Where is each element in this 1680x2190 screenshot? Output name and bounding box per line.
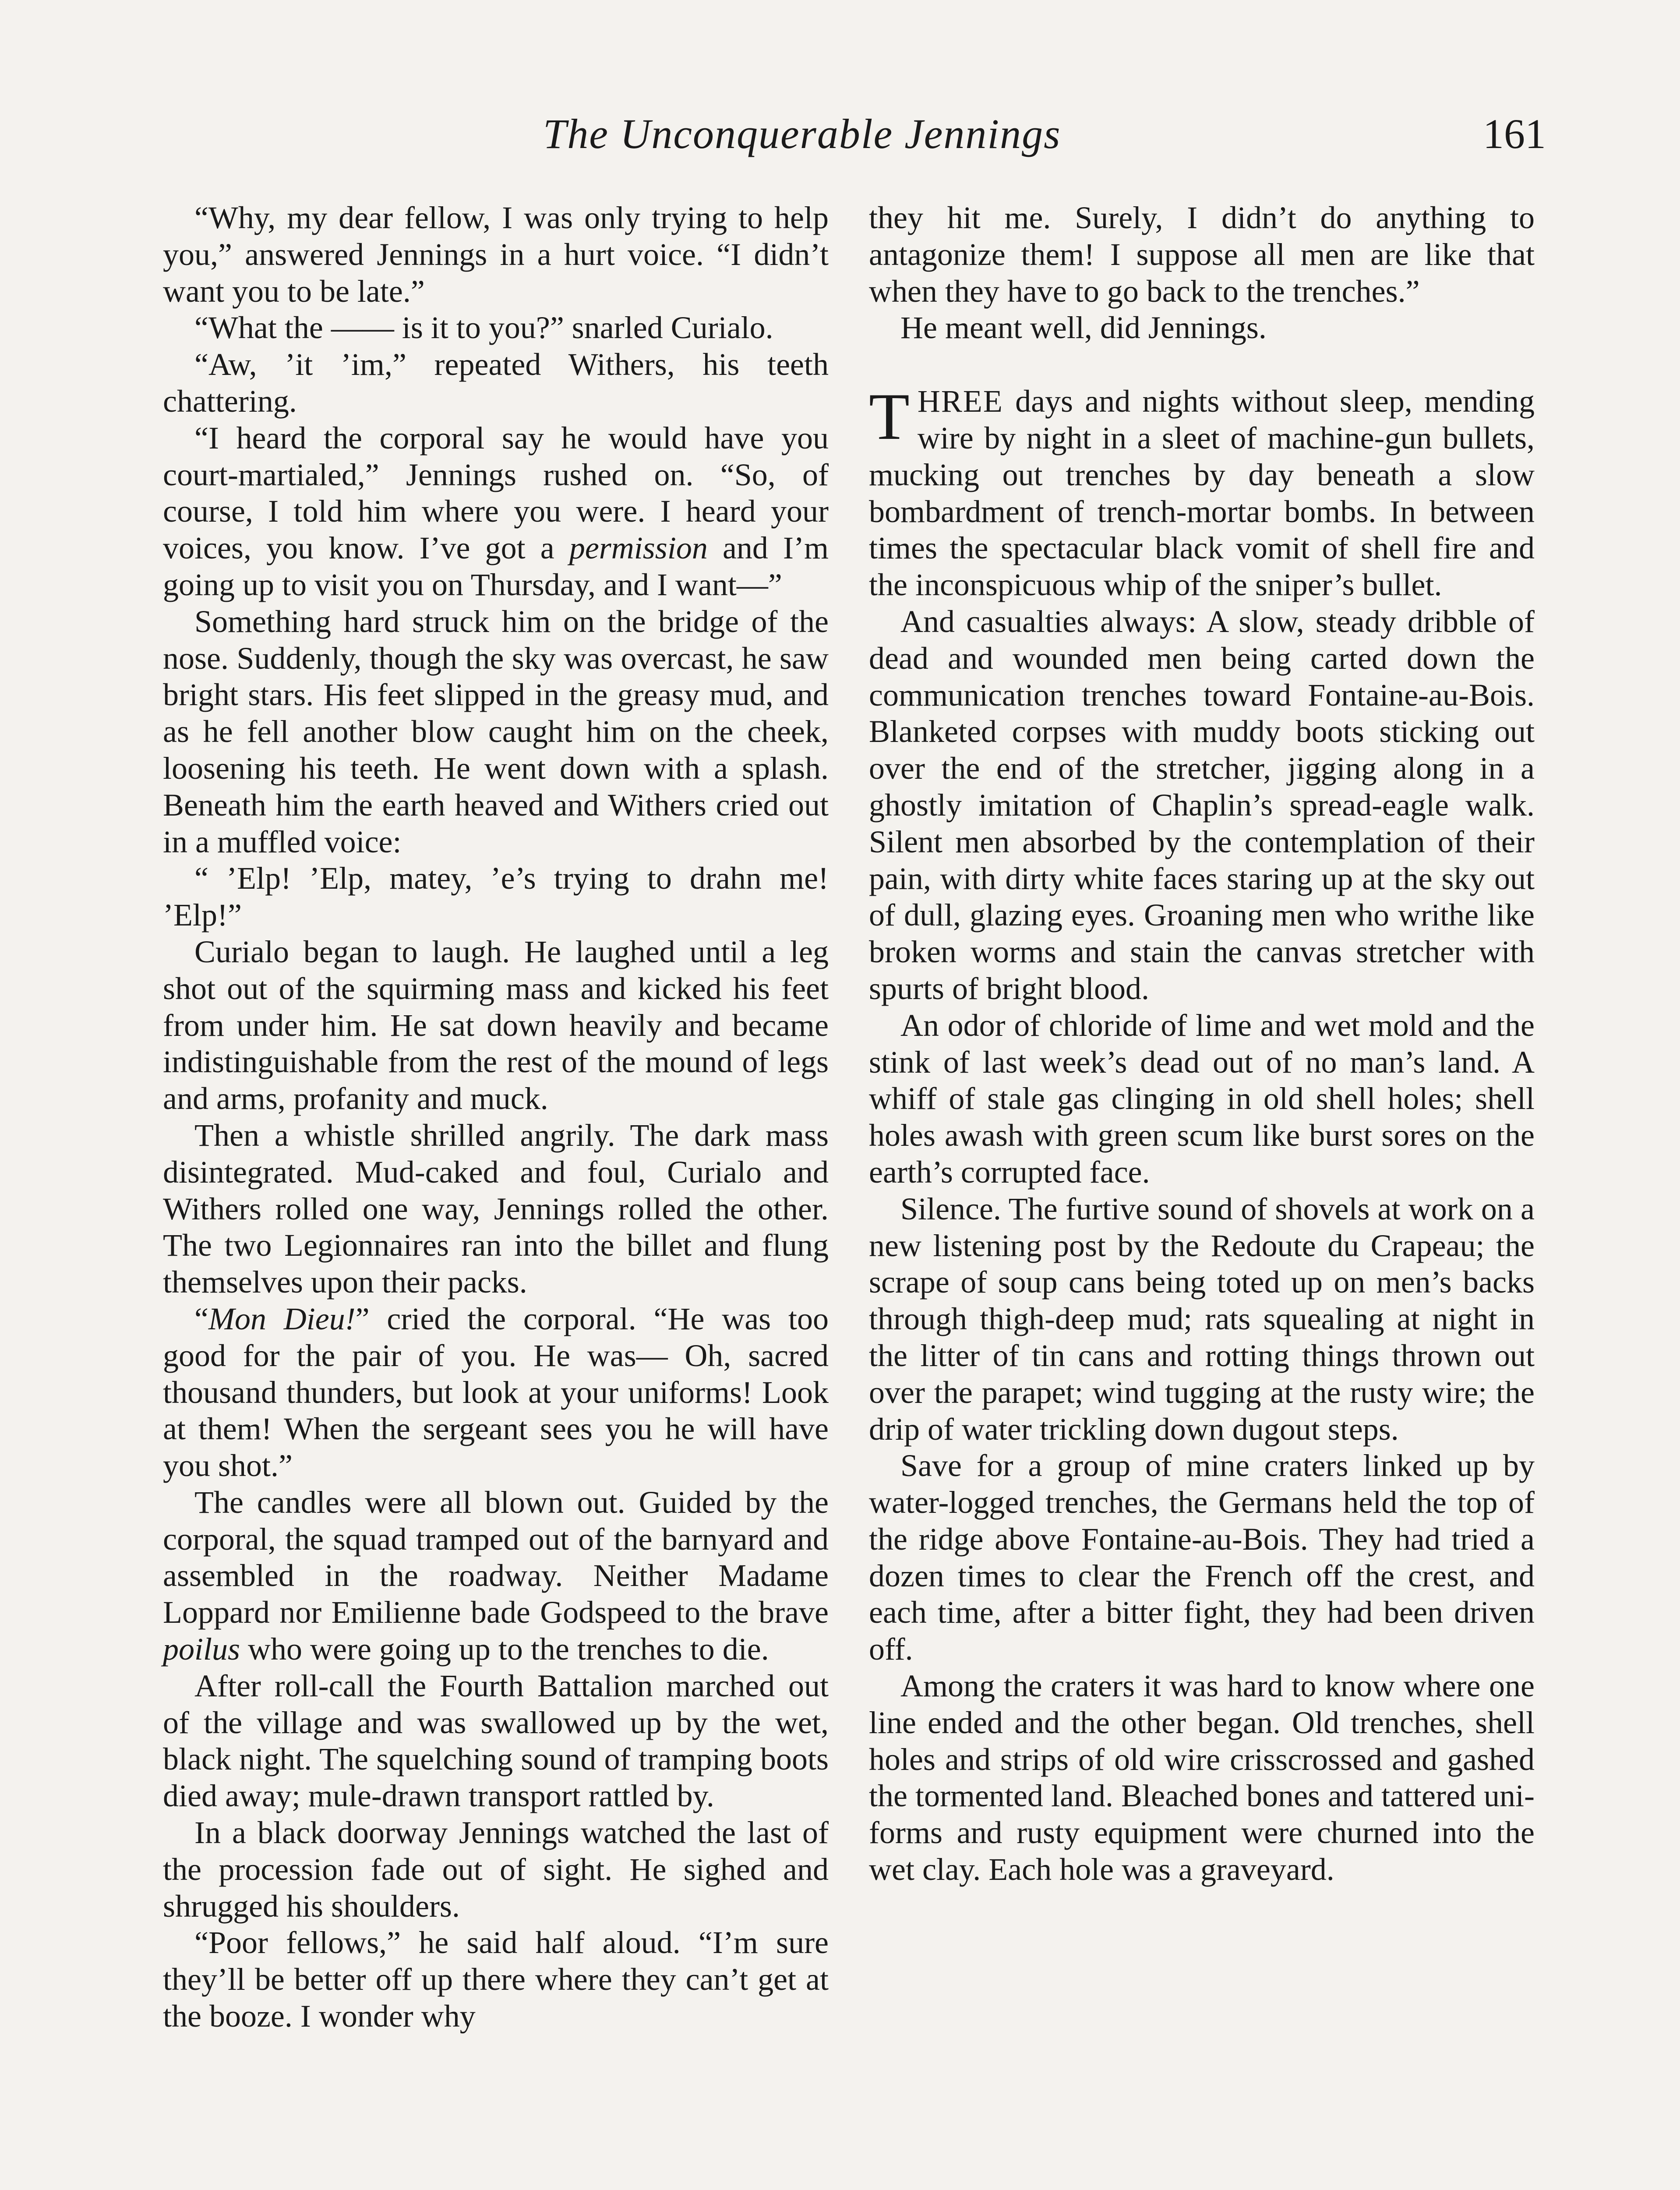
running-head — [543, 110, 1546, 171]
paragraph: Among the craters it was hard to know where one line ended and the other began. Old trenches, shell holes and strips of old wire crisscrossed and gashed the tormented land. Bleached bones and tattered uniforms and rusty equipment were churned into the wet clay. Each hole was a graveyard. — [869, 1668, 1535, 1887]
paragraph: Save for a group of mine craters linked up by water-logged trenches, the Germans held the top of the ridge above Fontaine-au-Bois. They had tried a dozen times to clear the French off the crest, and each time, after a bitter fight, they had been driven off. — [869, 1448, 1535, 1667]
paragraph: “Mon Dieu!” cried the corporal. “He was too good for the pair of you. He was— Oh, sacred thousand thunders, but look at your uniforms! Look at them! When the sergeant sees you he will have you shot.” — [163, 1301, 829, 1484]
paragraph: “I heard the corporal say he would have you court-martialed,” Jennings rushed on. “So, of course, I told him where you were. I heard your voices, you know. I’ve got a permission and I’m going up to visit you on Thursday, and I want—” — [163, 420, 829, 602]
left-column — [163, 200, 829, 2035]
small-caps-lead: HREE — [917, 384, 1003, 419]
paragraph: Something hard struck him on the bridge of the nose. Suddenly, though the sky was overcast, he saw bright stars. His feet slipped in the greasy mud, and as he fell another blow caught him on the cheek, loosening his teeth. He went down with a splash. Beneath him the earth heaved and Withers cried out in a muffled voice: — [163, 604, 829, 859]
paragraph: The candles were all blown out. Guided by the corporal, the squad tramped out of the barnyard and assembled in the roadway. Neither Madame Loppard nor Emilienne bade Godspeed to the brave poilus who were going up to the trenches to die. — [163, 1484, 829, 1667]
section-opening-paragraph — [869, 380, 1535, 604]
paragraph: And casualties always: A slow, steady dribble of dead and wounded men being carted down the communication trenches toward Fontaine-au-Bois. Blanketed corpses with muddy boots sticking out over the end of the stretcher, jigging along in a ghostly imitation of Chaplin’s spread-eagle walk. Silent men absorbed by the contemplation of their pain, with dirty white faces staring up at the sky out of dull, glazing eyes. Groaning men who writhe like broken worms and stain the canvas stretcher with spurts of bright blood. — [869, 604, 1535, 1006]
paragraph: “Poor fellows,” he said half aloud. “I’m sure they’ll be better off up there where they can’t get at the booze. I wonder why — [163, 1925, 829, 2034]
paragraph: After roll-call the Fourth Battalion marched out of the village and was swallowed up by the wet, black night. The squelching sound of tramping boots died away; mule-drawn transport rattled by. — [163, 1668, 829, 1814]
paragraph: “Aw, ’it ’im,” repeated Withers, his teeth chattering. — [163, 347, 829, 419]
right-column — [869, 200, 1535, 1888]
drop-cap: T — [869, 380, 910, 454]
paragraph: “ ’Elp! ’Elp, matey, ’e’s trying to drahn me! ’Elp!” — [163, 861, 829, 933]
paragraph: Curialo began to laugh. He laughed until a leg shot out of the squirming mass and kicked his feet from under him. He sat down heavily and became indistinguishable from the rest of the mound of legs and arms, profanity and muck. — [163, 934, 829, 1116]
paragraph: “Why, my dear fellow, I was only trying to help you,” answered Jennings in a hurt voice. “I didn’t want you to be late.” — [163, 200, 829, 309]
paragraph: they hit me. Surely, I didn’t do anything to antagonize them! I suppose all men are like that when they have to go back to the trenches.” — [869, 200, 1535, 309]
paragraph: Then a whistle shrilled angrily. The dark mass disintegrated. Mud-caked and foul, Curialo and Withers rolled one way, Jennings rolled the other. The two Legionnaires ran into the billet and flung themselves upon their packs. — [163, 1117, 829, 1300]
paragraph: Silence. The furtive sound of shovels at work on a new listening post by the Redoute du Crapeau; the scrape of soup cans being toted up on men’s backs through thigh-deep mud; rats squealing at night in the litter of tin cans and rotting things thrown out over the parapet; wind tugging at the rusty wire; the drip of water trickling down dugout steps. — [869, 1191, 1535, 1447]
paragraph: An odor of chloride of lime and wet mold and the stink of last week’s dead out of no man’s land. A whiff of stale gas clinging in old shell holes; shell holes awash with green scum like burst sores on the earth’s corrupted face. — [869, 1007, 1535, 1190]
page-number: 161 — [1483, 110, 1546, 157]
paragraph: In a black doorway Jennings watched the last of the procession fade out of sight. He sighed and shrugged his shoulders. — [163, 1815, 829, 1924]
paragraph: “What the —— is it to you?” snarled Curialo. — [194, 310, 773, 346]
paragraph-text: days and nights without sleep, mending wire by night in a sleet of machine-gun bullets, mucking out trenches by day beneath a slow bombardment of trench-mortar bombs. In between times the spectacular black vomit of shell fire and the inconspicuous whip of the sniper’s bullet. — [869, 384, 1535, 603]
paragraph: He meant well, did Jennings. — [900, 310, 1267, 346]
running-title: The Unconquerable Jennings — [543, 110, 1061, 157]
